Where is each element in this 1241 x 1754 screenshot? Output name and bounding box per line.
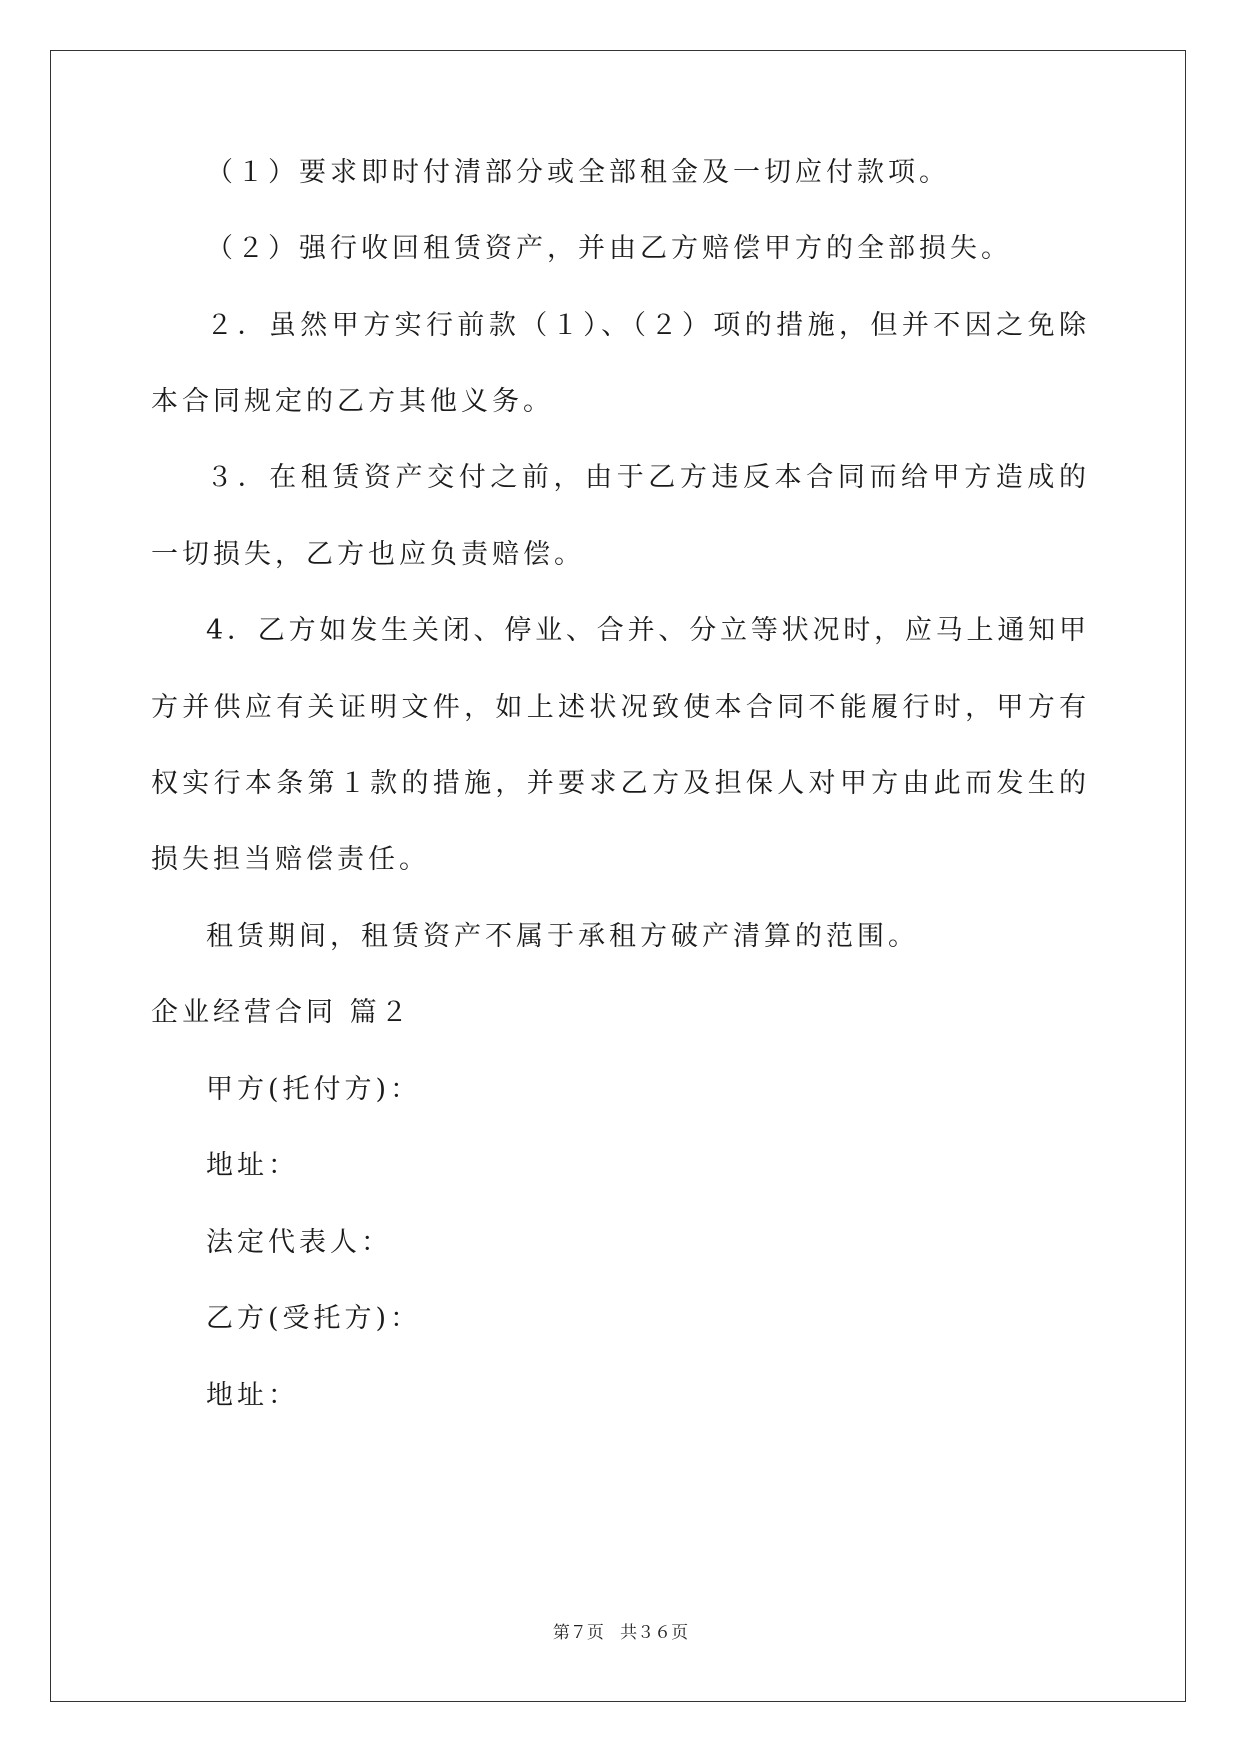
legal-representative-label: 法定代表人： (206, 1227, 392, 1258)
lease-period-note: 租赁期间，租赁资产不属于承租方破产清算的范围。 (206, 921, 919, 952)
party-a-address-label: 地址： (206, 1150, 299, 1181)
party-b-address-label: 地址： (206, 1380, 299, 1411)
clause-item-1: （１）要求即时付清部分或全部租金及一切应付款项。 (206, 157, 950, 188)
page-frame (50, 50, 1186, 1702)
clause-2-line-2: 本合同规定的乙方其他义务。 (151, 386, 554, 417)
clause-4-line-1: 4．乙方如发生关闭、停业、合并、分立等状况时，应马上通知甲 (206, 615, 1086, 646)
party-b-label: 乙方(受托方)： (206, 1303, 422, 1334)
clause-2-line-1: ２．虽然甲方实行前款（１）、（２）项的措施，但并不因之免除 (206, 310, 1086, 341)
section-heading: 企业经营合同 篇２ (151, 997, 412, 1028)
clause-item-2: （２）强行收回租赁资产，并由乙方赔偿甲方的全部损失。 (206, 233, 1012, 264)
clause-4-line-2: 方并供应有关证明文件，如上述状况致使本合同不能履行时，甲方有 (151, 692, 1086, 723)
clause-3-line-2: 一切损失，乙方也应负责赔偿。 (151, 539, 585, 570)
party-a-label: 甲方(托付方)： (206, 1074, 422, 1105)
page-number-footer: 第７页 共３６页 (552, 1623, 689, 1643)
clause-4-line-3: 权实行本条第１款的措施，并要求乙方及担保人对甲方由此而发生的 (151, 768, 1086, 799)
clause-3-line-1: ３．在租赁资产交付之前，由于乙方违反本合同而给甲方造成的 (206, 462, 1086, 493)
clause-4-line-4: 损失担当赔偿责任。 (151, 844, 430, 875)
